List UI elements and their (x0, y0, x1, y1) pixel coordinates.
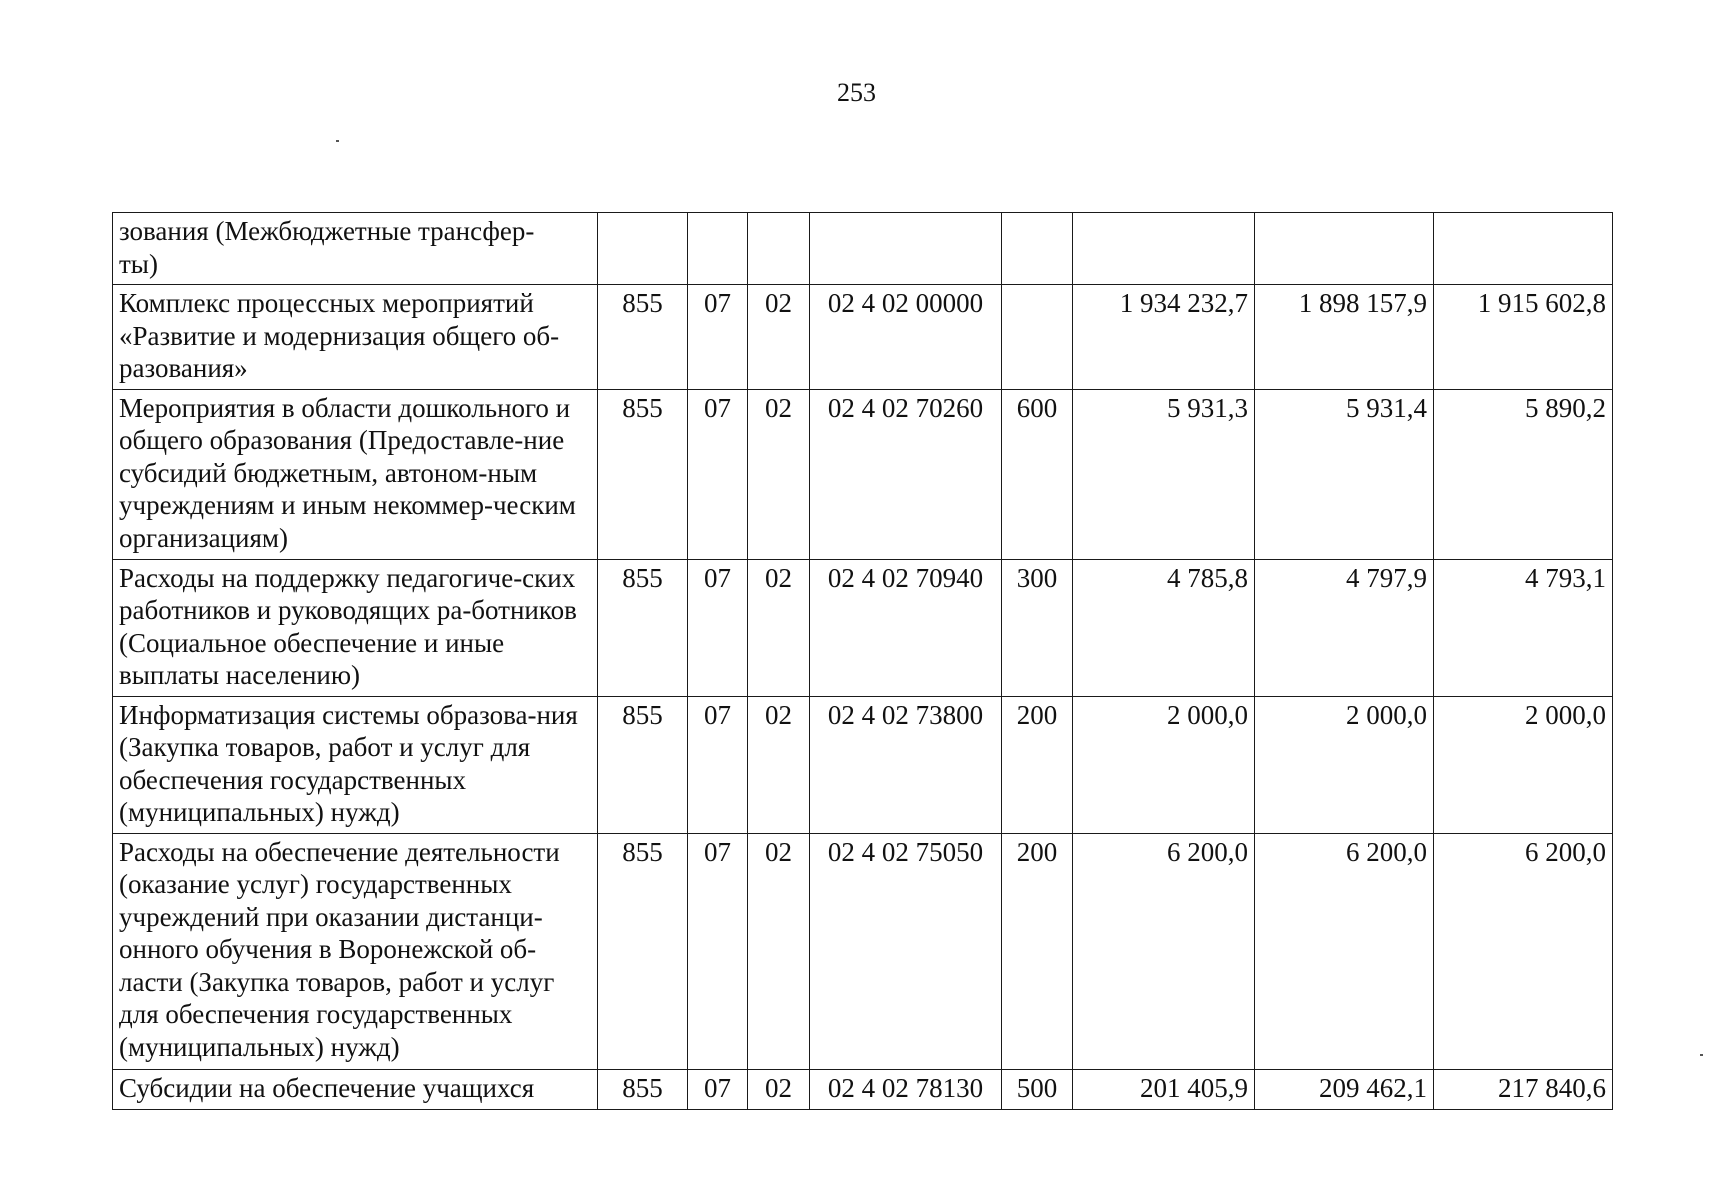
table-row (113, 213, 1613, 285)
cell-year1: 201 405,9 (1073, 1069, 1255, 1109)
table-row (113, 833, 1613, 1069)
cell-name: Мероприятия в области дошкольного и общего образования (Предоставле-ние субсидий бюджетным, автоном-ным учреждениям и иным некоммер-ческим организациям) (113, 389, 598, 559)
cell-year2: 209 462,1 (1255, 1069, 1434, 1109)
cell-year3: 6 200,0 (1434, 833, 1613, 1069)
table-row (113, 389, 1613, 559)
cell-ved: 855 (598, 833, 688, 1069)
cell-year3 (1434, 213, 1613, 285)
cell-rz: 07 (688, 833, 748, 1069)
cell-ved: 855 (598, 285, 688, 390)
cell-csr: 02 4 02 75050 (810, 833, 1002, 1069)
cell-csr: 02 4 02 70940 (810, 559, 1002, 696)
cell-year2: 2 000,0 (1255, 696, 1434, 833)
cell-year1: 5 931,3 (1073, 389, 1255, 559)
cell-name: Расходы на поддержку педагогиче-ских работников и руководящих ра-ботников (Социальное обеспечение и иные выплаты населению) (113, 559, 598, 696)
cell-name: Субсидии на обеспечение учащихся (113, 1069, 598, 1109)
page-number: 253 (837, 78, 876, 107)
cell-year1: 4 785,8 (1073, 559, 1255, 696)
budget-table (112, 212, 1613, 1110)
cell-year1: 2 000,0 (1073, 696, 1255, 833)
cell-ved (598, 213, 688, 285)
scan-speck (1700, 1054, 1703, 1056)
cell-rz: 07 (688, 559, 748, 696)
cell-csr (810, 213, 1002, 285)
cell-year3: 4 793,1 (1434, 559, 1613, 696)
cell-year3: 2 000,0 (1434, 696, 1613, 833)
cell-year3: 1 915 602,8 (1434, 285, 1613, 390)
cell-year2: 6 200,0 (1255, 833, 1434, 1069)
cell-year2 (1255, 213, 1434, 285)
cell-year2: 1 898 157,9 (1255, 285, 1434, 390)
cell-ved: 855 (598, 389, 688, 559)
cell-year3: 217 840,6 (1434, 1069, 1613, 1109)
cell-rz: 07 (688, 389, 748, 559)
cell-rz: 07 (688, 696, 748, 833)
cell-year3: 5 890,2 (1434, 389, 1613, 559)
cell-pr: 02 (748, 833, 810, 1069)
table-row (113, 696, 1613, 833)
cell-year2: 5 931,4 (1255, 389, 1434, 559)
cell-name: Информатизация системы образова-ния (Закупка товаров, работ и услуг для обеспечения государственных (муниципальных) нужд) (113, 696, 598, 833)
scan-speck (336, 140, 339, 142)
cell-year1 (1073, 213, 1255, 285)
cell-name: зования (Межбюджетные трансфер- ты) (113, 213, 598, 285)
cell-csr: 02 4 02 00000 (810, 285, 1002, 390)
cell-name: Расходы на обеспечение деятельности (оказание услуг) государственных учреждений при оказании дистанци-онного обучения в Воронежской об-ласти (Закупка товаров, работ и услуг для обеспечения государственных (муниципальных) нужд) (113, 833, 598, 1069)
cell-year1: 6 200,0 (1073, 833, 1255, 1069)
cell-ved: 855 (598, 696, 688, 833)
cell-year2: 4 797,9 (1255, 559, 1434, 696)
cell-pr: 02 (748, 285, 810, 390)
cell-csr: 02 4 02 78130 (810, 1069, 1002, 1109)
cell-rz: 07 (688, 1069, 748, 1109)
cell-ved: 855 (598, 1069, 688, 1109)
cell-vr (1002, 285, 1073, 390)
cell-year1: 1 934 232,7 (1073, 285, 1255, 390)
cell-vr (1002, 213, 1073, 285)
table-row (113, 1069, 1613, 1109)
cell-pr (748, 213, 810, 285)
cell-pr: 02 (748, 696, 810, 833)
cell-pr: 02 (748, 559, 810, 696)
cell-vr: 300 (1002, 559, 1073, 696)
cell-ved: 855 (598, 559, 688, 696)
cell-csr: 02 4 02 73800 (810, 696, 1002, 833)
cell-csr: 02 4 02 70260 (810, 389, 1002, 559)
cell-pr: 02 (748, 389, 810, 559)
cell-name: Комплекс процессных мероприятий «Развитие и модернизация общего об-разования» (113, 285, 598, 390)
cell-pr: 02 (748, 1069, 810, 1109)
table-row (113, 285, 1613, 390)
table-body (113, 213, 1613, 1110)
cell-rz: 07 (688, 285, 748, 390)
cell-vr: 500 (1002, 1069, 1073, 1109)
cell-vr: 600 (1002, 389, 1073, 559)
cell-rz (688, 213, 748, 285)
cell-vr: 200 (1002, 696, 1073, 833)
cell-vr: 200 (1002, 833, 1073, 1069)
table-row (113, 559, 1613, 696)
